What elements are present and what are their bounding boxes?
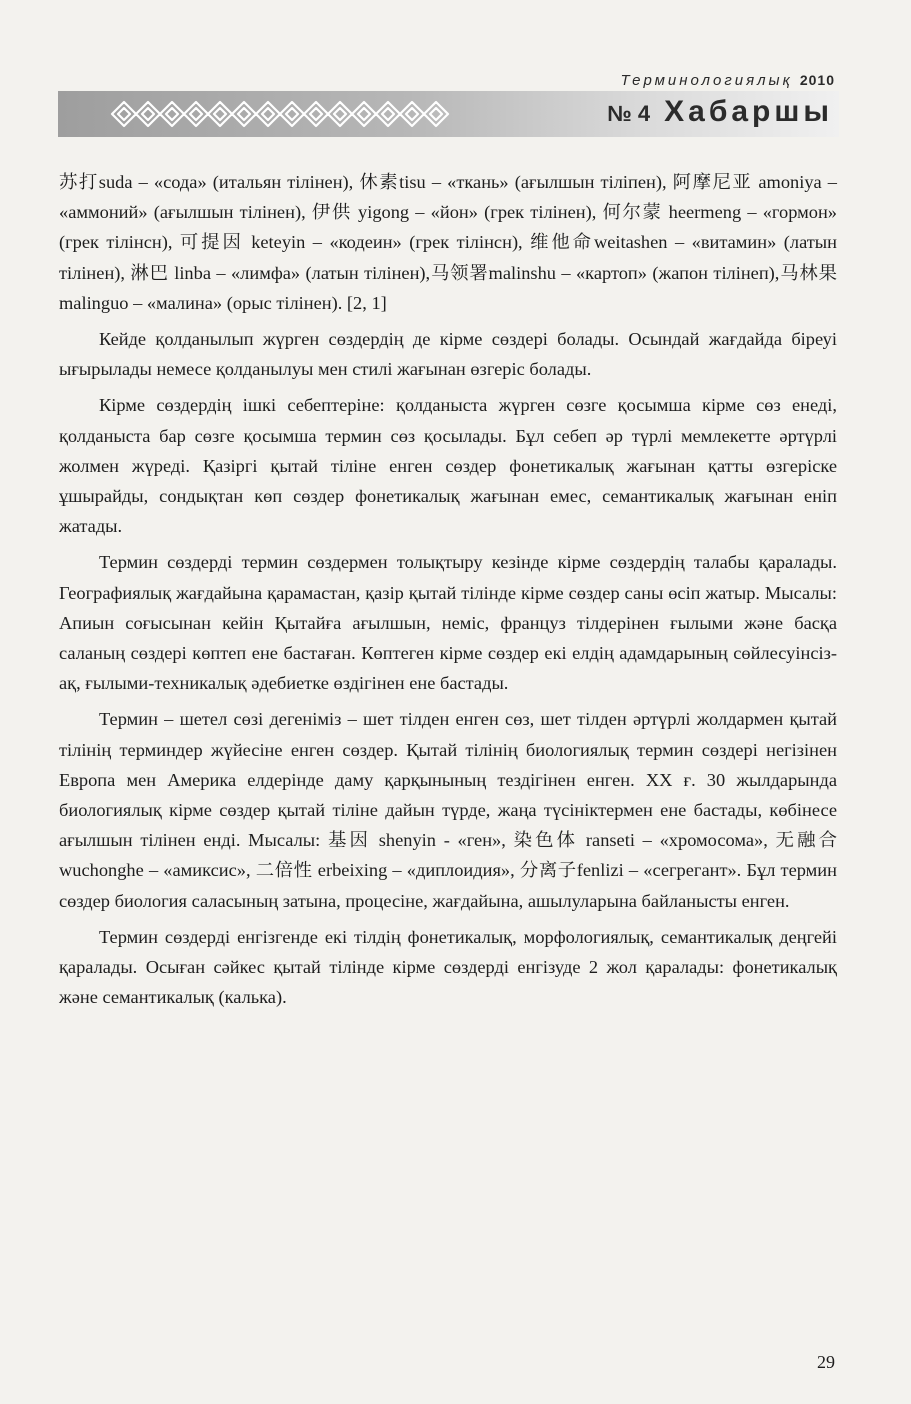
issue-title: Хабаршы [664,95,833,128]
page-header [0,0,911,150]
paragraph: Кейде қолданылып жүрген сөздердің де кірме сөздері болады. Осындай жағдайда біреуі ығырылады немесе қолданылуы мен стилі жағынан өзгеріс болады. [59,329,837,380]
paragraph: 苏打suda – «сода» (итальян тілінен), 休素tisu – «ткань» (ағылшын тіліпен), 阿摩尼亚 amoniya – «аммоний» (ағылшын тілінен), 伊供 yigong – «йон» (грек тілінен), 何尔蒙 heermeng – «гормон» (грек тілінсн), 可提因 keteyin – «кодеин» (грек тілінсн), 维他命weitashen – «витамин» (латын тілінен), 淋巴 linba – «лимфа» (латын тілінен),马领署malinshu – «картоп» (жапон тілінеп),马林果malinguo – «малина» (орыс тілінен). [2, 1] [59,172,837,313]
paragraph: Термин сөздерді енгізгенде екі тілдің фонетикалық, морфологиялық, семантикалық деңгейі қаралады. Осыған сәйкес қытай тілінде кірме сөздерді енгізуде 2 жол қаралады: фонетикалық және семантикалық (калька). [59,926,837,1008]
paragraph: Термин сөздерді термин сөздермен толықтыру кезінде кірме сөздердің талабы қаралады. Географиялық жағдайына қарамастан, қазір қытай тілінде кірме сөздер саны өсіп жатыр. Мысалы: Апиын соғысынан кейін Қытайға ағылшын, неміс, француз тілдерінен ғылыми және басқа саланың сөздері көптеп ене бастаған. Көптеген кірме сөздер екі елдің адамдарының сөйлесуінсіз-ақ, ғылыми-техникалық әдебиетке өздігінен ене бастады. [59,552,837,694]
journal-title [620,72,835,89]
ornament-pattern-icon [110,94,470,134]
paragraph: Термин – шетел сөзі дегеніміз – шет тілден енген сөз, шет тілден әртүрлі жолдармен қытай тілінің терминдер жүйесіне енген сөздер. Қытай тілінің биологиялық термин сөздері негізінен Европа мен Америка елдерінде даму қарқынының тездігінен енген. XX ғ. 30 жылдарында биологиялық кірме сөздер қытай тіліне дайын түрде, жаңа түсініктермен ене бастады, көбінесе ағылшын тілінен енді. Мысалы: 基因 shenyin - «ген», 染色体 ranseti – «хромосома», 无融合wuchonghe – «амиксис», 二倍性 erbeixing – «диплоидия», 分离子fenlizi – «сегрегант». Бұл термин сөздер биология саласының затына, процесіне, жағдайына, ашылуларына байланысты енген. [59,709,837,911]
paragraph: Кірме сөздердің ішкі себептеріне: қолданыста жүрген сөзге қосымша кірме сөз енеді, қолданыста бар сөзге қосымша термин сөз қосылады. Бұл себеп әр түрлі мемлекетте әртүрлі жолмен жүреді. Қазіргі қытай тіліне енген сөздер фонетикалық жағынан қатты өзгеріске ұшырайды, сондықтан көп сөздер фонетикалық жағынан емес, семантикалық жағынан еніп жатады. [59,395,837,537]
header-banner [58,91,839,137]
journal-name: Терминологиялық [620,72,793,89]
issue-number: № 4 [607,101,651,126]
article-body [59,167,837,1018]
issue-label [607,95,833,129]
journal-year: 2010 [799,72,835,88]
page-number: 29 [817,1352,835,1372]
